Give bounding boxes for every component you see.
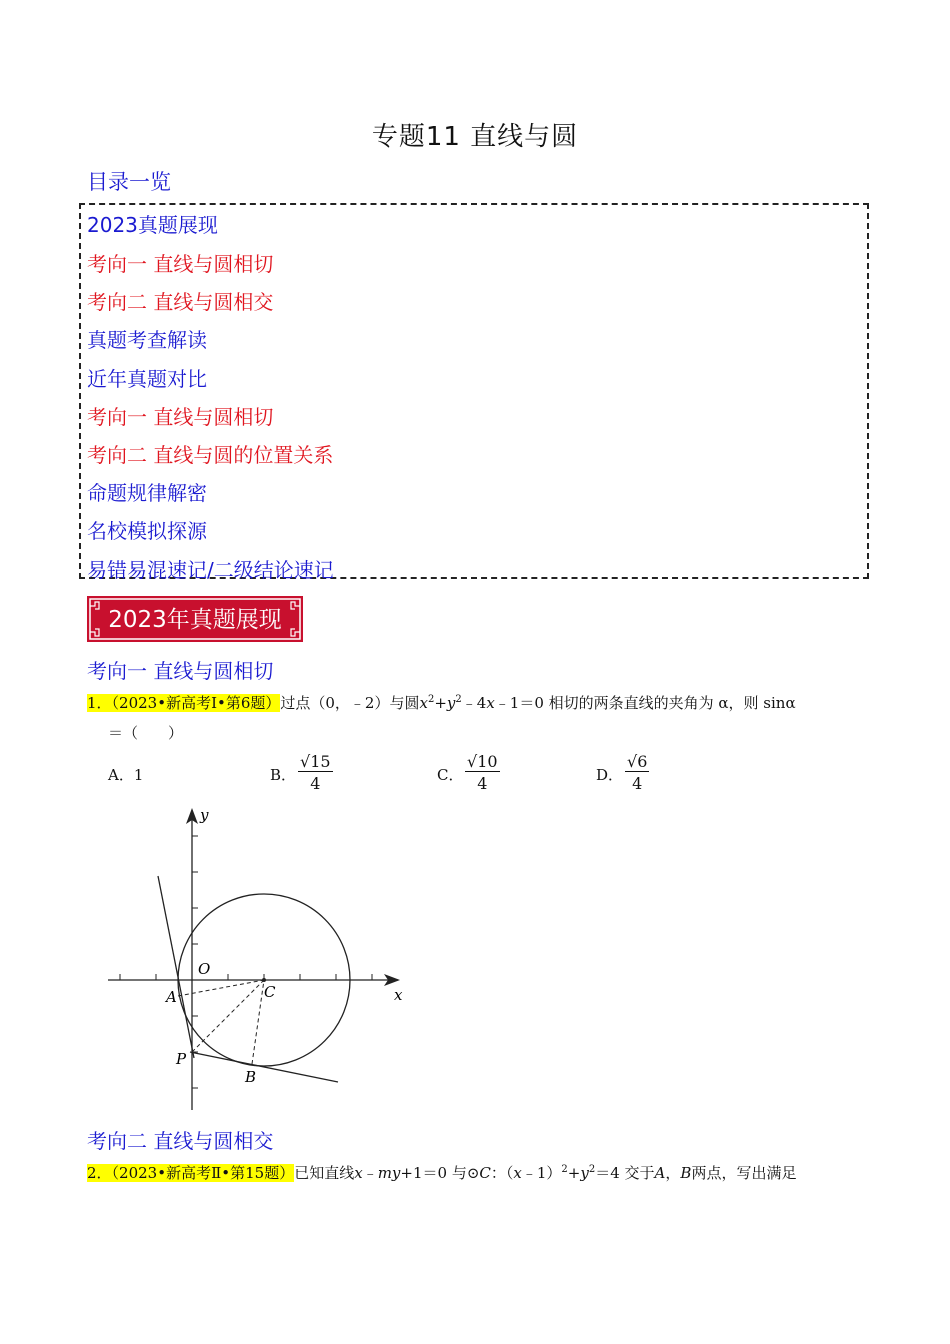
question-1-source: （2023•新高考Ⅰ•第6题） [111,694,281,712]
question-1-var: x [486,694,495,712]
question-2-sep: ， [665,1164,681,1182]
question-2-source: （2023•新高考Ⅱ•第15题） [111,1164,295,1182]
question-2-stem: ﹣1） [521,1164,562,1182]
section-heading-topic1: 考向一 直线与圆相切 [87,659,274,683]
section-banner [87,596,303,642]
question-1-op: ﹣4 [461,694,487,712]
question-1-figure [100,800,420,1120]
toc-item-mistakes[interactable]: 易错易混速记/二级结论速记 [87,558,334,582]
question-1-stem: 过点（0，﹣2）与圆 [280,694,420,712]
question-2-exp: 2 [588,1164,596,1175]
page-title: 专题11 直线与圆 [371,122,579,152]
option-d-fraction [625,752,649,793]
option-d-label[interactable]: D． [596,766,624,784]
question-1-number: 1． [87,694,112,712]
question-1-line1 [87,692,796,713]
toc-item-compare-topic1[interactable]: 考向一 直线与圆相切 [87,405,274,429]
tangent-line-pb [190,1052,338,1082]
label-a: A [166,988,177,1006]
option-b-label[interactable]: B． [270,766,297,784]
question-2-exp: 2 [561,1164,568,1175]
section-heading-topic2: 考向二 直线与圆相交 [87,1129,274,1153]
label-o: O [198,960,211,978]
question-2-line1 [87,1162,796,1183]
question-2-var: y [580,1164,589,1182]
option-c-fraction [465,752,500,793]
toc-item-topic1[interactable]: 考向一 直线与圆相切 [87,252,274,276]
question-2-var: x [513,1164,522,1182]
question-2-number: 2． [87,1164,112,1182]
option-c-denominator: 4 [477,774,488,793]
toc-item-comparison[interactable]: 近年真题对比 [87,367,207,391]
axis-label-y: y [200,806,209,824]
toc-heading: 目录一览 [87,170,171,194]
tangent-line-pa [158,876,194,1058]
question-2-var: C [479,1164,491,1182]
option-a-value: 1 [133,766,144,784]
question-2-stem-end: 两点，写出满足 [691,1164,797,1182]
question-1-exp: 2 [455,694,462,705]
question-1-stem-end: ﹣1＝0 相切的两条直线的夹角为 α，则 sinα [494,694,796,712]
option-b-fraction [298,752,333,793]
label-p: P [176,1050,187,1068]
question-1-exp: 2 [427,694,435,705]
question-1-line2: ＝（ ） [108,724,184,742]
center-point [262,978,266,982]
option-c-label[interactable]: C． [437,766,464,784]
option-b-denominator: 4 [310,774,321,793]
toc-item-topic2[interactable]: 考向二 直线与圆相交 [87,290,274,314]
question-2-op: ﹣ [362,1164,378,1182]
option-d-denominator: 4 [632,774,643,793]
dashed-lines [178,980,264,1064]
toc-item-2023-exam[interactable]: 2023真题展现 [87,213,218,237]
option-b-numerator: √15 [300,752,331,771]
label-b: B [245,1068,257,1086]
option-c-numerator: √10 [467,752,498,771]
toc-item-analysis[interactable]: 真题考查解读 [87,328,207,352]
question-2-var: B [680,1164,692,1182]
x-axis-ticks [120,974,372,980]
question-2-op: + [567,1164,581,1182]
toc-item-patterns[interactable]: 命题规律解密 [87,481,207,505]
label-c: C [264,983,276,1001]
toc-item-mock-exams[interactable]: 名校模拟探源 [87,519,207,543]
option-d-numerator: √6 [627,752,648,771]
question-1-var: x [419,694,428,712]
toc-item-compare-topic2[interactable]: 考向二 直线与圆的位置关系 [87,443,334,467]
question-1-var: y [446,694,456,712]
question-1-op: + [434,694,447,712]
question-1-number-source [87,694,280,712]
question-2-stem: +1＝0 与⊙ [400,1164,480,1182]
question-2-var: my [377,1164,401,1182]
question-2-var: A [654,1164,666,1182]
question-2-stem: ：（ [490,1164,514,1182]
axis-label-x: x [394,986,403,1004]
option-a-label: A． [108,766,134,784]
question-2-stem: ＝4 交于 [595,1164,655,1182]
question-2-stem: 已知直线 [294,1164,355,1182]
question-2-var: x [354,1164,363,1182]
question-2-number-source [87,1164,294,1182]
banner-text: 2023年真题展现 [108,607,282,633]
option-a[interactable] [108,764,143,785]
